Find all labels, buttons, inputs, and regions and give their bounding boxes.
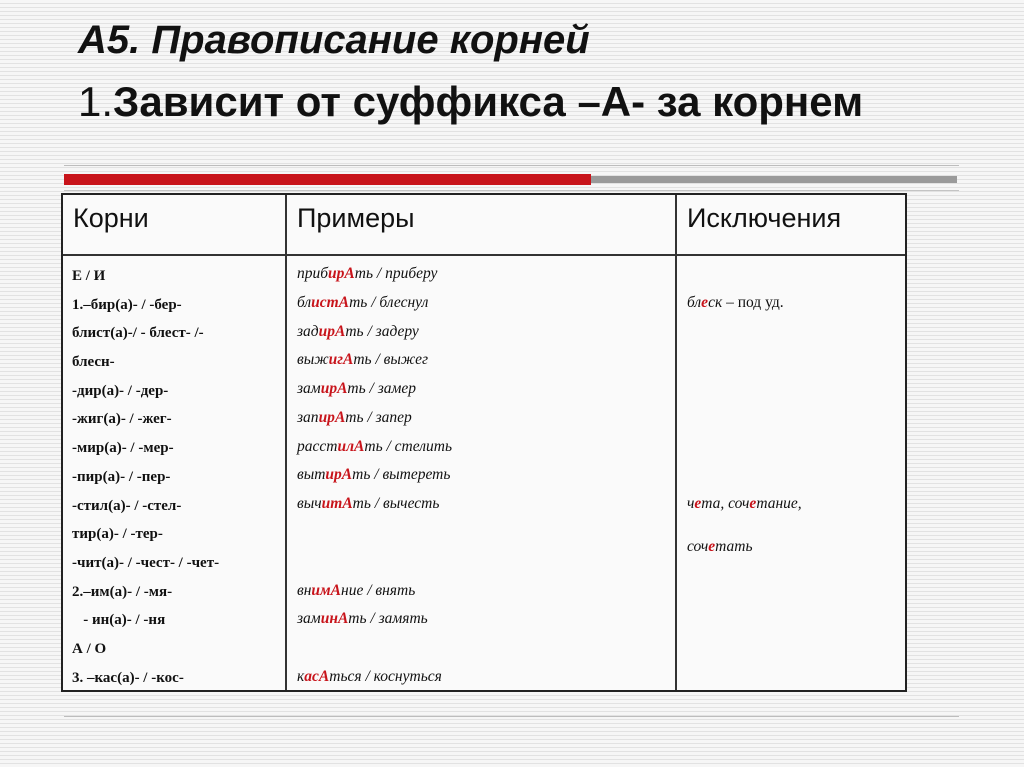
root-line: Е / И (72, 268, 106, 284)
root-line: 1.–бир(а)- / -бер- (72, 296, 182, 313)
divider-line-under (64, 190, 959, 191)
root-line: -стил(а)- / -стел- (72, 497, 182, 514)
root-line: -пир(а)- / -пер- (72, 468, 171, 485)
example-line: запирАть / запер (297, 409, 412, 426)
root-line: блесн- (72, 354, 115, 371)
red-accent-bar (64, 174, 591, 185)
spelling-rules-table (61, 193, 907, 692)
example-line: вычитАть / вычесть (297, 495, 440, 512)
slide-subtitle (78, 78, 863, 126)
divider-line-bottom (64, 716, 959, 717)
divider-line-top (64, 165, 959, 166)
root-line: -жиг(а)- / -жег- (72, 411, 172, 428)
root-line: -чит(а)- / -чест- / -чет- (72, 554, 220, 571)
table-column-divider (675, 195, 677, 690)
table-header-divider (63, 254, 905, 256)
example-line: расстилАть / стелить (297, 438, 453, 455)
root-line: -мир(а)- / -мер- (72, 440, 174, 457)
roots-column (72, 262, 282, 692)
example-line: выжигАть / выжег (297, 351, 429, 368)
subtitle-number: 1. (78, 78, 114, 125)
slide-title: А5. Правописание корней (78, 18, 590, 62)
example-line: задирАть / задеру (297, 323, 419, 340)
root-line: -дир(а)- / -дер- (72, 382, 169, 399)
example-line: заминАть / замять (297, 610, 428, 627)
example-line: касАться / коснуться (297, 668, 442, 685)
grey-accent-bar (591, 176, 957, 183)
root-line: А / О (72, 640, 107, 657)
subtitle-text: Зависит от суффикса –А- за корнем (113, 78, 864, 125)
root-line: 2.–им(а)- / -мя- (72, 583, 173, 600)
exception-line: сочетать (687, 538, 753, 555)
example-line: замирАть / замер (297, 380, 417, 397)
root-line: 3. –кас(а)- / -кос- (72, 669, 184, 686)
root-line: блист(а)-/ - блест- /- (72, 325, 204, 342)
example-line: внимАние / внять (297, 582, 416, 599)
exception-line: блеск – под уд. (687, 294, 784, 311)
root-line: тир(а)- / -тер- (72, 526, 163, 543)
exception-line: чета, сочетание, (687, 495, 802, 512)
root-line: - ин(а)- / -ня (72, 612, 166, 629)
table-column-divider (285, 195, 287, 690)
header-examples: Примеры (297, 203, 415, 233)
header-exceptions: Исключения (687, 203, 842, 233)
example-line: блистАть / блеснул (297, 294, 429, 311)
example-line: прибирАть / приберу (297, 265, 438, 282)
header-roots: Корни (73, 203, 149, 233)
example-line: вытирАть / вытереть (297, 466, 451, 483)
